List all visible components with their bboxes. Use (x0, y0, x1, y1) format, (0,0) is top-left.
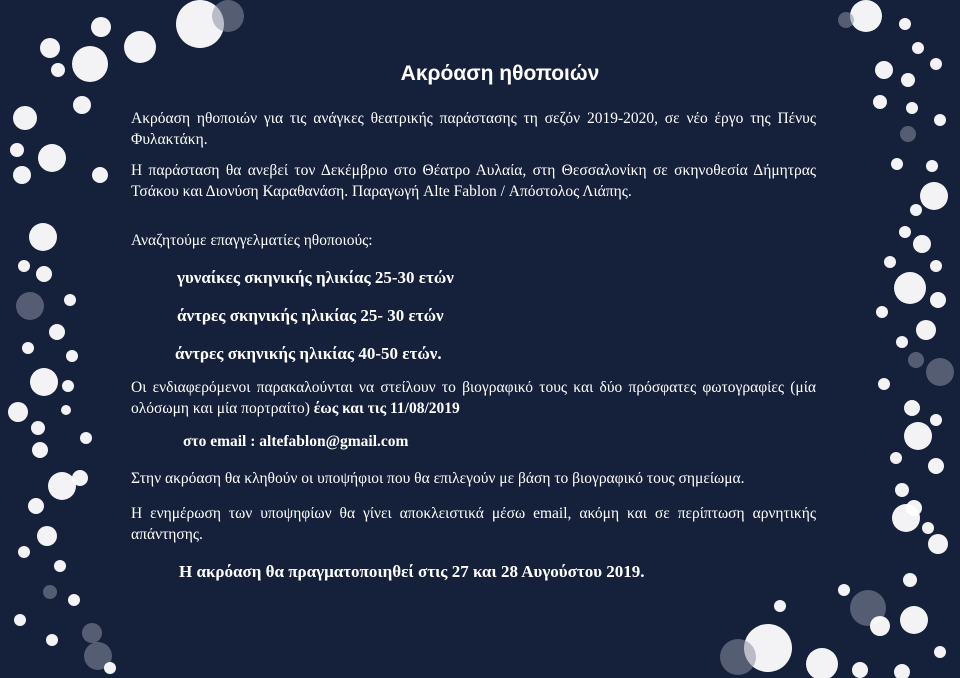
bokeh-dot (906, 102, 918, 114)
bokeh-dot (29, 223, 57, 251)
bokeh-dot (18, 546, 30, 558)
bokeh-dot (904, 422, 932, 450)
bokeh-dot (68, 594, 80, 606)
bokeh-dot (873, 95, 887, 109)
bokeh-dot (43, 585, 57, 599)
intro-paragraph: Ακρόαση ηθοποιών για τις ανάγκες θεατρικής παράστασης τη σεζόν 2019-2020, σε νέο έργο της Πένυς Φυλακτάκη. (131, 110, 816, 148)
role-item: άντρες σκηνικής ηλικίας 40-50 ετών. (175, 344, 442, 363)
bokeh-dot (124, 31, 156, 63)
announcement-body (131, 108, 816, 583)
bokeh-dot (899, 18, 911, 30)
bokeh-dot (876, 306, 888, 318)
bokeh-dot (930, 260, 942, 272)
role-item: γυναίκες σκηνικής ηλικίας 25-30 ετών (177, 268, 454, 287)
bokeh-dot (62, 380, 74, 392)
bokeh-dot (908, 352, 924, 368)
bokeh-dot (890, 452, 902, 464)
bokeh-dot (934, 646, 946, 658)
bokeh-dot (36, 266, 52, 282)
bokeh-dot (774, 600, 786, 612)
bokeh-dot (926, 160, 938, 172)
bokeh-dot (32, 442, 48, 458)
bokeh-dot (899, 226, 911, 238)
bokeh-dot (934, 114, 946, 126)
bokeh-dot (928, 458, 944, 474)
bokeh-dot (82, 623, 102, 643)
bokeh-dot (896, 336, 908, 348)
bokeh-dot (22, 342, 34, 354)
bokeh-dot (212, 0, 244, 32)
selection-paragraph: Στην ακρόαση θα κληθούν οι υποψήφιοι που θα επιλεγούν με βάση το βιογραφικό τους σημείωμα. (131, 470, 745, 487)
bokeh-dot (903, 573, 917, 587)
bokeh-dot (14, 614, 26, 626)
bokeh-dot (28, 498, 44, 514)
page-title: Ακρόαση ηθοποιών (400, 62, 600, 85)
bokeh-dot (850, 0, 882, 32)
email-line: στο email : altefablon@gmail.com (183, 433, 409, 450)
deadline-text: έως και τις 11/08/2019 (309, 400, 460, 417)
bokeh-dot (806, 648, 838, 678)
bokeh-dot (16, 292, 44, 320)
bokeh-dot (894, 272, 926, 304)
bokeh-dot (48, 472, 76, 500)
bokeh-dot (10, 143, 24, 157)
bokeh-dot (920, 182, 948, 210)
bokeh-dot (838, 12, 854, 28)
bokeh-dot (930, 414, 942, 426)
bokeh-dot (92, 167, 108, 183)
bokeh-dot (38, 144, 66, 172)
bokeh-dot (49, 324, 65, 340)
bokeh-dot (913, 235, 931, 253)
bokeh-dot (66, 350, 78, 362)
bokeh-dot (64, 294, 76, 306)
bokeh-dot (870, 616, 890, 636)
bokeh-dot (926, 358, 954, 386)
role-item: άντρες σκηνικής ηλικίας 25- 30 ετών (177, 306, 444, 325)
bokeh-dot (928, 534, 948, 554)
bokeh-dot (912, 42, 924, 54)
bokeh-dot (8, 402, 28, 422)
bokeh-dot (720, 639, 756, 675)
bokeh-dot (30, 368, 58, 396)
bokeh-dot (895, 483, 909, 497)
bokeh-dot (18, 260, 30, 272)
bokeh-dot (37, 526, 57, 546)
bokeh-dot (892, 504, 920, 532)
bokeh-dot (46, 634, 58, 646)
bokeh-dot (91, 17, 111, 37)
bokeh-dot (72, 470, 88, 486)
bokeh-dot (13, 106, 37, 130)
bokeh-dot (884, 256, 896, 268)
submission-paragraph (131, 377, 816, 419)
bokeh-dot (894, 664, 910, 678)
bokeh-dot (73, 96, 91, 114)
bokeh-dot (904, 400, 920, 416)
bokeh-dot (922, 522, 934, 534)
production-paragraph: Η παράσταση θα ανεβεί τον Δεκέμβριο στο Θέατρο Αυλαία, στη Θεσσαλονίκη σε σκηνοθεσία Δήμητρας Τσάκου και Διονύση Καραθανάση. Παραγωγή Alte Fablon / Απόστολος Λιάπης. (131, 162, 816, 200)
bokeh-dot (61, 405, 71, 415)
bokeh-dot (900, 126, 916, 142)
bokeh-dot (80, 432, 92, 444)
bokeh-dot (930, 292, 946, 308)
bokeh-dot (104, 662, 116, 674)
seeking-paragraph: Αναζητούμε επαγγελματίες ηθοποιούς: (131, 232, 373, 249)
bokeh-dot (916, 320, 936, 340)
bokeh-dot (900, 606, 928, 634)
bokeh-dot (838, 584, 850, 596)
bokeh-dot (54, 560, 66, 572)
bokeh-dot (13, 166, 31, 184)
bokeh-dot (910, 204, 922, 216)
audition-dates: Η ακρόαση θα πραγματοποιηθεί στις 27 και 28 Αυγούστου 2019. (179, 562, 645, 581)
notification-paragraph: Η ενημέρωση των υποψηφίων θα γίνει αποκλειστικά μέσω email, ακόμη και σε περίπτωση αρνητικής απάντησης. (131, 505, 816, 543)
bokeh-dot (891, 158, 903, 170)
bokeh-dot (40, 38, 60, 58)
bokeh-dot (31, 421, 45, 435)
bokeh-dot (852, 662, 868, 678)
submission-text: Οι ενδιαφερόμενοι παρακαλούνται να στείλουν το βιογραφικό τους και δύο πρόσφατες φωτογραφίες (μία ολόσωμη και μία πορτραίτο) (131, 379, 816, 417)
bokeh-dot (878, 378, 890, 390)
